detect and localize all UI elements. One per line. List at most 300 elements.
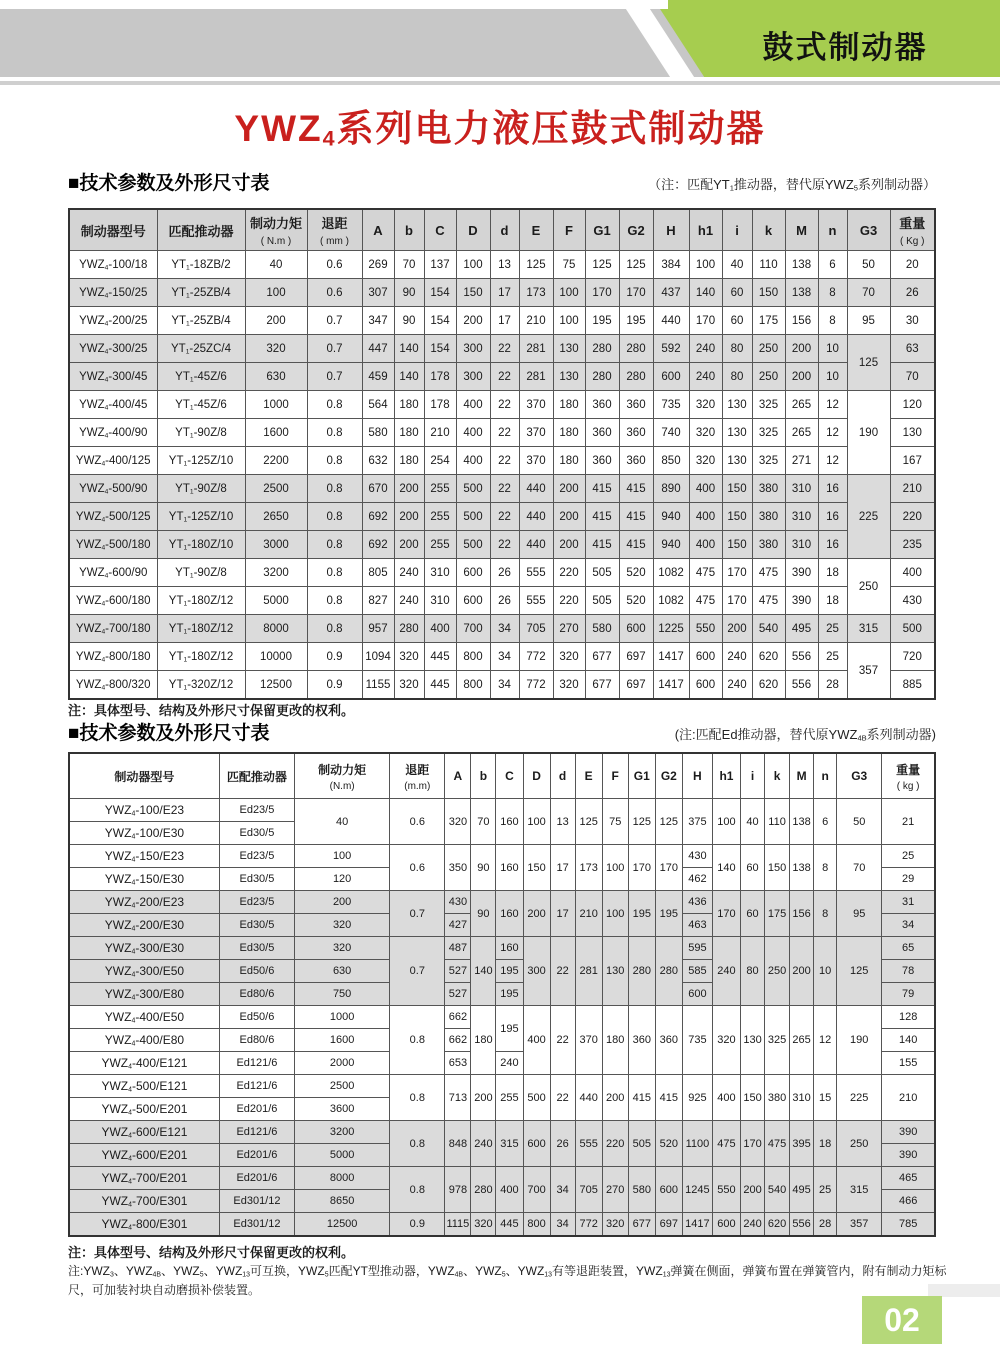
value-cell: 585 <box>682 960 712 983</box>
value-cell: 350 <box>445 845 471 891</box>
value-cell: 360 <box>619 419 653 447</box>
value-cell: 347 <box>362 307 394 335</box>
column-header: A <box>445 753 471 799</box>
value-cell: Ed201/6 <box>219 1098 294 1121</box>
value-cell: 315 <box>837 1167 882 1213</box>
value-cell: 475 <box>752 587 785 615</box>
value-cell: 10 <box>814 937 837 1006</box>
value-cell: 320 <box>689 419 722 447</box>
value-cell: Ed30/5 <box>219 937 294 960</box>
value-cell: 600 <box>655 1167 682 1213</box>
value-cell: 150 <box>722 503 752 531</box>
value-cell: 250 <box>752 335 785 363</box>
value-cell: 200 <box>394 531 424 559</box>
table-row <box>69 391 935 419</box>
value-cell: 100 <box>523 799 550 845</box>
model-cell: $YWZ_4-300/E80$ <box>69 983 219 1006</box>
value-cell: 281 <box>519 363 553 391</box>
value-cell: 90 <box>471 891 496 937</box>
value-cell: 325 <box>752 419 785 447</box>
column-header: G1 <box>585 209 619 251</box>
value-cell: 805 <box>362 559 394 587</box>
value-cell: 520 <box>619 587 653 615</box>
value-cell: 556 <box>785 671 818 700</box>
value-cell: 620 <box>752 643 785 671</box>
value-cell: 430 <box>682 845 712 868</box>
value-cell: 320 <box>394 671 424 700</box>
table-row <box>69 1213 935 1237</box>
value-cell: 940 <box>653 503 689 531</box>
column-header: 退距 ( mm ) <box>307 209 362 251</box>
value-cell: 25 <box>818 615 847 643</box>
value-cell: 173 <box>519 279 553 307</box>
value-cell: 0.8 <box>390 1121 445 1167</box>
page-title: $YWZ_4$系列电力液压鼓式制动器 <box>234 108 766 151</box>
value-cell: 705 <box>575 1167 602 1213</box>
column-header: 制动器型号 <box>69 753 219 799</box>
value-cell: 310 <box>424 587 456 615</box>
value-cell: 500 <box>456 531 490 559</box>
value-cell: 310 <box>785 475 818 503</box>
value-cell: 17 <box>550 891 575 937</box>
value-cell: 600 <box>682 983 712 1006</box>
value-cell: 140 <box>394 363 424 391</box>
value-cell: 175 <box>765 891 790 937</box>
value-cell: 445 <box>496 1213 523 1237</box>
value-cell: 26 <box>490 559 519 587</box>
value-cell: $YT_1-90Z/8$ <box>157 475 245 503</box>
value-cell: 34 <box>490 615 519 643</box>
value-cell: 0.7 <box>307 307 362 335</box>
value-cell: 848 <box>445 1121 471 1167</box>
section1-title: ■技术参数及外形尺寸表 <box>68 173 270 194</box>
value-cell: 850 <box>653 447 689 475</box>
value-cell: 390 <box>785 559 818 587</box>
value-cell: 475 <box>689 559 722 587</box>
value-cell: 440 <box>519 531 553 559</box>
value-cell: 270 <box>553 615 585 643</box>
model-cell: $YWZ_4-300/E30$ <box>69 937 219 960</box>
column-header: H <box>682 753 712 799</box>
value-cell: 90 <box>394 307 424 335</box>
model-cell: $YWZ_4-100/18$ <box>69 251 157 279</box>
value-cell: 495 <box>790 1167 814 1213</box>
value-cell: 12 <box>818 391 847 419</box>
value-cell: 415 <box>628 1075 655 1121</box>
value-cell: 170 <box>740 1121 764 1167</box>
column-header: M <box>785 209 818 251</box>
value-cell: 100 <box>553 279 585 307</box>
value-cell: 22 <box>490 335 519 363</box>
value-cell: 400 <box>523 1006 550 1075</box>
value-cell: 20 <box>890 251 935 279</box>
value-cell: 34 <box>490 643 519 671</box>
value-cell: 130 <box>553 335 585 363</box>
value-cell: 713 <box>445 1075 471 1121</box>
value-cell: 137 <box>424 251 456 279</box>
value-cell: 156 <box>790 891 814 937</box>
value-cell: 632 <box>362 447 394 475</box>
value-cell: 800 <box>523 1213 550 1237</box>
value-cell: 750 <box>295 983 390 1006</box>
value-cell: 440 <box>653 307 689 335</box>
value-cell: $YT_1-25ZC/4$ <box>157 335 245 363</box>
model-cell: $YWZ_4-150/E30$ <box>69 868 219 891</box>
value-cell: 225 <box>837 1075 882 1121</box>
value-cell: 300 <box>456 363 490 391</box>
model-cell: $YWZ_4-400/90$ <box>69 419 157 447</box>
table-row <box>69 937 935 960</box>
value-cell: 630 <box>295 960 390 983</box>
value-cell: 125 <box>575 799 602 845</box>
value-cell: 0.8 <box>307 615 362 643</box>
value-cell: 195 <box>496 1006 523 1052</box>
value-cell: 150 <box>740 1075 764 1121</box>
value-cell: 22 <box>490 363 519 391</box>
value-cell: 200 <box>553 531 585 559</box>
value-cell: 140 <box>394 335 424 363</box>
value-cell: $YT_1-125Z/10$ <box>157 447 245 475</box>
value-cell: 16 <box>818 503 847 531</box>
value-cell: 740 <box>653 419 689 447</box>
value-cell: 70 <box>394 251 424 279</box>
value-cell: 395 <box>790 1121 814 1167</box>
value-cell: 30 <box>890 307 935 335</box>
value-cell: 170 <box>628 845 655 891</box>
value-cell: 26 <box>490 587 519 615</box>
value-cell: 12500 <box>245 671 307 700</box>
value-cell: 505 <box>585 587 619 615</box>
value-cell: 697 <box>619 643 653 671</box>
table-row <box>69 531 935 559</box>
value-cell: 8000 <box>295 1167 390 1190</box>
value-cell: 65 <box>882 937 935 960</box>
model-cell: $YWZ_4-400/125$ <box>69 447 157 475</box>
value-cell: 17 <box>550 845 575 891</box>
value-cell: 357 <box>847 643 890 700</box>
model-cell: $YWZ_4-500/180$ <box>69 531 157 559</box>
value-cell: 325 <box>752 391 785 419</box>
value-cell: 60 <box>722 307 752 335</box>
value-cell: 555 <box>519 559 553 587</box>
value-cell: 360 <box>619 391 653 419</box>
value-cell: 3200 <box>245 559 307 587</box>
value-cell: 220 <box>602 1121 628 1167</box>
section2-note: (注:匹配Ed推动器，替代原$YWZ_{4B}$系列制动器) <box>674 727 936 743</box>
value-cell: 150 <box>765 845 790 891</box>
value-cell: 320 <box>553 671 585 700</box>
value-cell: 170 <box>619 279 653 307</box>
value-cell: 170 <box>585 279 619 307</box>
value-cell: 400 <box>712 1075 740 1121</box>
value-cell: 1225 <box>653 615 689 643</box>
value-cell: 487 <box>445 937 471 960</box>
value-cell: 1082 <box>653 559 689 587</box>
value-cell: 2650 <box>245 503 307 531</box>
value-cell: 155 <box>882 1052 935 1075</box>
value-cell: 250 <box>837 1121 882 1167</box>
value-cell: Ed121/6 <box>219 1052 294 1075</box>
value-cell: 18 <box>818 587 847 615</box>
value-cell: 600 <box>619 615 653 643</box>
value-cell: 12 <box>818 419 847 447</box>
value-cell: 415 <box>585 503 619 531</box>
value-cell: 430 <box>890 587 935 615</box>
value-cell: 170 <box>722 587 752 615</box>
value-cell: 440 <box>519 475 553 503</box>
value-cell: 240 <box>496 1052 523 1075</box>
value-cell: 170 <box>689 307 722 335</box>
value-cell: 0.6 <box>307 251 362 279</box>
value-cell: 210 <box>575 891 602 937</box>
table-row <box>69 475 935 503</box>
value-cell: 380 <box>752 503 785 531</box>
value-cell: 25 <box>814 1167 837 1213</box>
value-cell: 677 <box>585 671 619 700</box>
value-cell: 427 <box>445 914 471 937</box>
value-cell: 154 <box>424 279 456 307</box>
value-cell: 130 <box>740 1006 764 1075</box>
value-cell: 210 <box>519 307 553 335</box>
value-cell: 620 <box>765 1213 790 1237</box>
value-cell: Ed30/5 <box>219 868 294 891</box>
value-cell: Ed30/5 <box>219 822 294 845</box>
value-cell: 1417 <box>682 1213 712 1237</box>
value-cell: 500 <box>890 615 935 643</box>
value-cell: 360 <box>585 447 619 475</box>
value-cell: 2000 <box>295 1052 390 1075</box>
value-cell: 138 <box>785 279 818 307</box>
value-cell: 130 <box>722 419 752 447</box>
value-cell: 265 <box>785 391 818 419</box>
value-cell: 527 <box>445 960 471 983</box>
value-cell: 360 <box>585 391 619 419</box>
model-cell: $YWZ_4-200/E30$ <box>69 914 219 937</box>
model-cell: $YWZ_4-150/E23$ <box>69 845 219 868</box>
value-cell: 0.9 <box>307 643 362 671</box>
value-cell: 22 <box>490 391 519 419</box>
section1-heading-row <box>68 168 936 195</box>
model-cell: $YWZ_4-600/180$ <box>69 587 157 615</box>
column-header: 匹配推动器 <box>157 209 245 251</box>
value-cell: 3200 <box>295 1121 390 1144</box>
column-header: b <box>471 753 496 799</box>
value-cell: 180 <box>394 419 424 447</box>
value-cell: 190 <box>837 1006 882 1075</box>
value-cell: 0.8 <box>390 1006 445 1075</box>
model-cell: $YWZ_4-400/E50$ <box>69 1006 219 1029</box>
value-cell: 70 <box>837 845 882 891</box>
value-cell: 195 <box>628 891 655 937</box>
value-cell: 445 <box>424 643 456 671</box>
value-cell: 475 <box>689 587 722 615</box>
value-cell: 653 <box>445 1052 471 1075</box>
value-cell: 200 <box>295 891 390 914</box>
value-cell: 128 <box>882 1006 935 1029</box>
value-cell: 1600 <box>295 1029 390 1052</box>
value-cell: 540 <box>752 615 785 643</box>
value-cell: 28 <box>814 1213 837 1237</box>
value-cell: 1600 <box>245 419 307 447</box>
table-row <box>69 503 935 531</box>
value-cell: 925 <box>682 1075 712 1121</box>
table-row <box>69 671 935 700</box>
value-cell: 254 <box>424 447 456 475</box>
value-cell: 564 <box>362 391 394 419</box>
value-cell: 195 <box>496 983 523 1006</box>
value-cell: 1417 <box>653 643 689 671</box>
value-cell: 271 <box>785 447 818 475</box>
value-cell: 380 <box>752 531 785 559</box>
table-row <box>69 891 935 914</box>
value-cell: 200 <box>553 503 585 531</box>
model-cell: $YWZ_4-500/E201$ <box>69 1098 219 1121</box>
general-footnote: 注$:YWZ_3$、$YWZ_{4B}$、$YWZ_5$、$YWZ_{13}$可互换，$YWZ_5$匹配YT型推动器，$YWZ_{4B}$、$YWZ_5$、$YWZ_{13}$有等退距装置，$YWZ_{13}$弹簧在侧面，弹簧布置在弹簧管内，附有制动力矩标尺，可加装衬块自动磨损补偿装置。 <box>68 1264 947 1297</box>
value-cell: 320 <box>295 914 390 937</box>
value-cell: 79 <box>882 983 935 1006</box>
column-header: 重量 ( kg ) <box>882 753 935 799</box>
value-cell: $YT_1-25ZB/4$ <box>157 279 245 307</box>
column-header: H <box>653 209 689 251</box>
value-cell: 125 <box>837 937 882 1006</box>
table-row <box>69 447 935 475</box>
model-cell: $YWZ_4-700/180$ <box>69 615 157 643</box>
header-row <box>69 753 935 799</box>
value-cell: 154 <box>424 307 456 335</box>
value-cell: 140 <box>712 845 740 891</box>
value-cell: 495 <box>785 615 818 643</box>
value-cell: 475 <box>752 559 785 587</box>
value-cell: 195 <box>496 960 523 983</box>
value-cell: 140 <box>882 1029 935 1052</box>
value-cell: 310 <box>790 1075 814 1121</box>
value-cell: 240 <box>689 335 722 363</box>
value-cell: 315 <box>847 615 890 643</box>
value-cell: 400 <box>424 615 456 643</box>
value-cell: 18 <box>818 559 847 587</box>
value-cell: 60 <box>740 891 764 937</box>
value-cell: 3000 <box>245 531 307 559</box>
category-tab-label: 鼓式制动器 <box>762 30 928 65</box>
table-row <box>69 335 935 363</box>
table-row <box>69 251 935 279</box>
value-cell: 200 <box>471 1075 496 1121</box>
value-cell: 2500 <box>245 475 307 503</box>
value-cell: 220 <box>553 559 585 587</box>
value-cell: 1000 <box>245 391 307 419</box>
value-cell: 459 <box>362 363 394 391</box>
table-row <box>69 363 935 391</box>
value-cell: 320 <box>689 447 722 475</box>
column-header: n <box>818 209 847 251</box>
value-cell: 178 <box>424 363 456 391</box>
value-cell: 240 <box>722 643 752 671</box>
value-cell: 220 <box>890 503 935 531</box>
value-cell: 700 <box>523 1167 550 1213</box>
value-cell: 100 <box>456 251 490 279</box>
model-cell: $YWZ_4-800/320$ <box>69 671 157 700</box>
table-row <box>69 1167 935 1190</box>
value-cell: 692 <box>362 503 394 531</box>
model-cell: $YWZ_4-300/E50$ <box>69 960 219 983</box>
value-cell: 0.8 <box>307 587 362 615</box>
column-header: d <box>550 753 575 799</box>
column-header: b <box>394 209 424 251</box>
value-cell: 255 <box>424 503 456 531</box>
column-header: M <box>790 753 814 799</box>
value-cell: 60 <box>740 845 764 891</box>
value-cell: 100 <box>712 799 740 845</box>
value-cell: 315 <box>496 1121 523 1167</box>
value-cell: 325 <box>752 447 785 475</box>
value-cell: 130 <box>553 363 585 391</box>
value-cell: 697 <box>655 1213 682 1237</box>
value-cell: 415 <box>585 475 619 503</box>
value-cell: 255 <box>424 475 456 503</box>
value-cell: 31 <box>882 891 935 914</box>
value-cell: 505 <box>585 559 619 587</box>
value-cell: 697 <box>619 671 653 700</box>
table2-footnote: 注：具体型号、结构及外形尺寸保留更改的权利。 <box>68 1245 355 1260</box>
value-cell: 415 <box>585 531 619 559</box>
value-cell: 150 <box>722 475 752 503</box>
value-cell: 125 <box>628 799 655 845</box>
value-cell: 0.9 <box>307 671 362 700</box>
value-cell: 440 <box>519 503 553 531</box>
value-cell: 16 <box>818 531 847 559</box>
value-cell: 0.7 <box>307 335 362 363</box>
value-cell: 225 <box>847 475 890 559</box>
value-cell: 600 <box>456 587 490 615</box>
column-header: h1 <box>712 753 740 799</box>
value-cell: 890 <box>653 475 689 503</box>
value-cell: 8000 <box>245 615 307 643</box>
value-cell: 13 <box>550 799 575 845</box>
value-cell: 180 <box>553 391 585 419</box>
value-cell: 190 <box>847 391 890 475</box>
value-cell: 100 <box>553 307 585 335</box>
value-cell: 0.6 <box>307 279 362 307</box>
value-cell: 18 <box>814 1121 837 1167</box>
value-cell: 75 <box>602 799 628 845</box>
value-cell: 125 <box>619 251 653 279</box>
value-cell: 195 <box>619 307 653 335</box>
value-cell: 180 <box>394 447 424 475</box>
value-cell: 325 <box>765 1006 790 1075</box>
value-cell: $YT_1-90Z/8$ <box>157 559 245 587</box>
value-cell: 370 <box>575 1006 602 1075</box>
value-cell: 445 <box>424 671 456 700</box>
value-cell: 22 <box>490 419 519 447</box>
value-cell: 0.8 <box>307 391 362 419</box>
value-cell: 360 <box>619 447 653 475</box>
value-cell: 40 <box>722 251 752 279</box>
value-cell: 17 <box>490 307 519 335</box>
value-cell: 8650 <box>295 1190 390 1213</box>
value-cell: 0.9 <box>390 1213 445 1237</box>
value-cell: 705 <box>519 615 553 643</box>
value-cell: Ed301/12 <box>219 1213 294 1237</box>
column-header: 退距 (m.m) <box>390 753 445 799</box>
value-cell: 180 <box>471 1006 496 1075</box>
value-cell: 200 <box>722 615 752 643</box>
value-cell: 70 <box>847 279 890 307</box>
value-cell: 25 <box>882 845 935 868</box>
table-row <box>69 643 935 671</box>
section1-note: （注：匹配$YT_1$推动器，替代原$YWZ_5$系列制动器） <box>648 177 936 193</box>
model-cell: $YWZ_4-500/125$ <box>69 503 157 531</box>
value-cell: 34 <box>882 914 935 937</box>
